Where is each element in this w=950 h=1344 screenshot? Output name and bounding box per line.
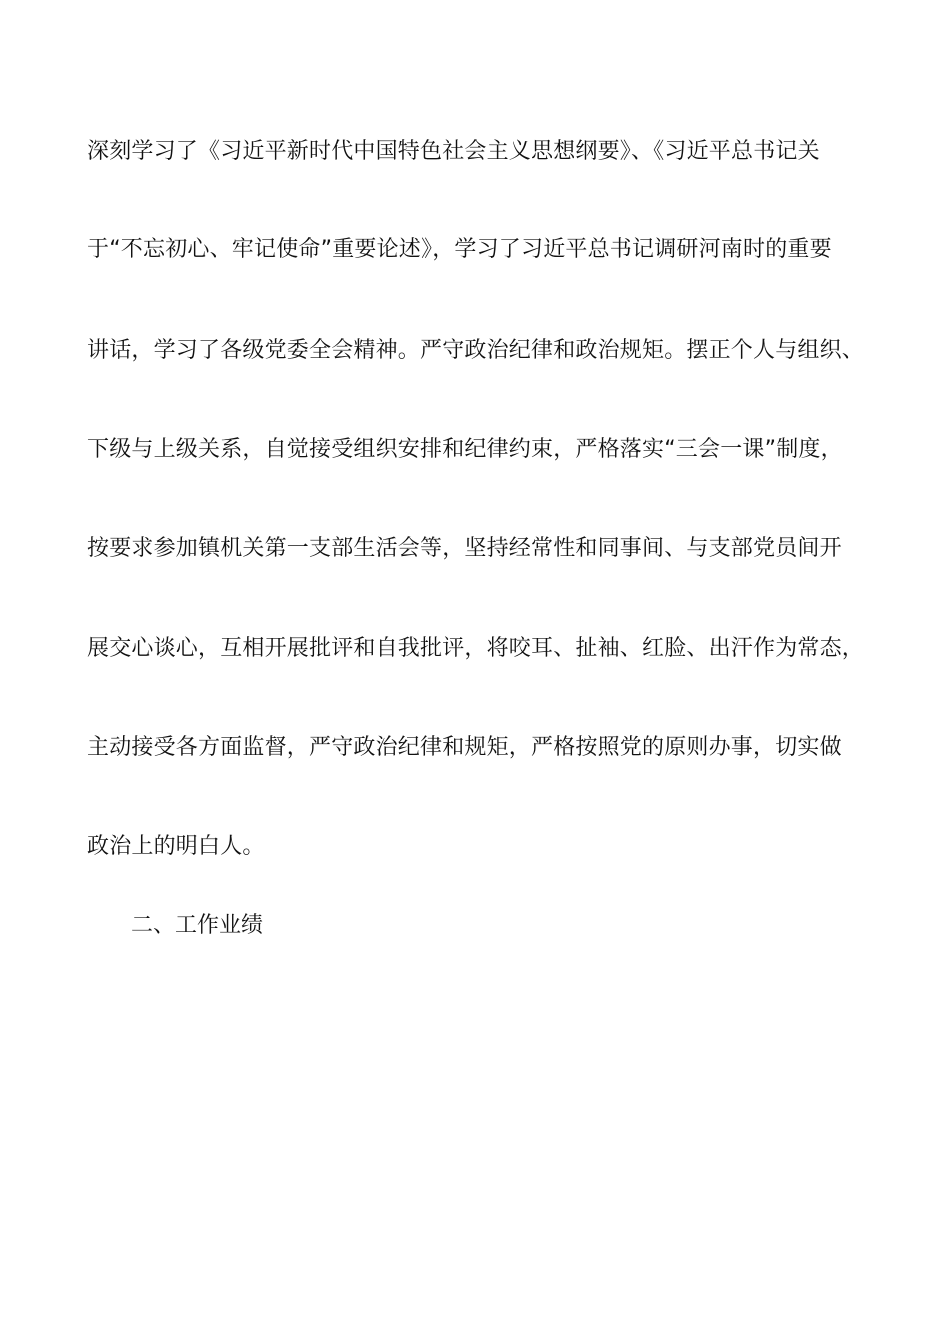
paragraph-line-7: 主动接受各方面监督，严守政治纪律和规矩，严格按照党的原则办事，切实做: [87, 735, 842, 760]
section-heading: 二、工作业绩: [131, 913, 264, 938]
paragraph-line-2: 于“不忘初心、牢记使命”重要论述》，学习了习近平总书记调研河南时的重要: [87, 237, 832, 262]
paragraph-line-8: 政治上的明白人。: [87, 834, 265, 859]
paragraph-line-5: 按要求参加镇机关第一支部生活会等，坚持经常性和同事间、与支部党员间开: [87, 536, 842, 561]
paragraph-line-4: 下级与上级关系，自觉接受组织安排和纪律约束，严格落实“三会一课”制度，: [87, 437, 843, 462]
paragraph-line-6: 展交心谈心，互相开展批评和自我批评，将咬耳、扯袖、红脸、出汗作为常态，: [87, 636, 865, 661]
paragraph-line-3: 讲话，学习了各级党委全会精神。严守政治纪律和政治规矩。摆正个人与组织、: [87, 338, 865, 363]
paragraph-line-1: 深刻学习了《习近平新时代中国特色社会主义思想纲要》、《习近平总书记关: [87, 139, 820, 164]
